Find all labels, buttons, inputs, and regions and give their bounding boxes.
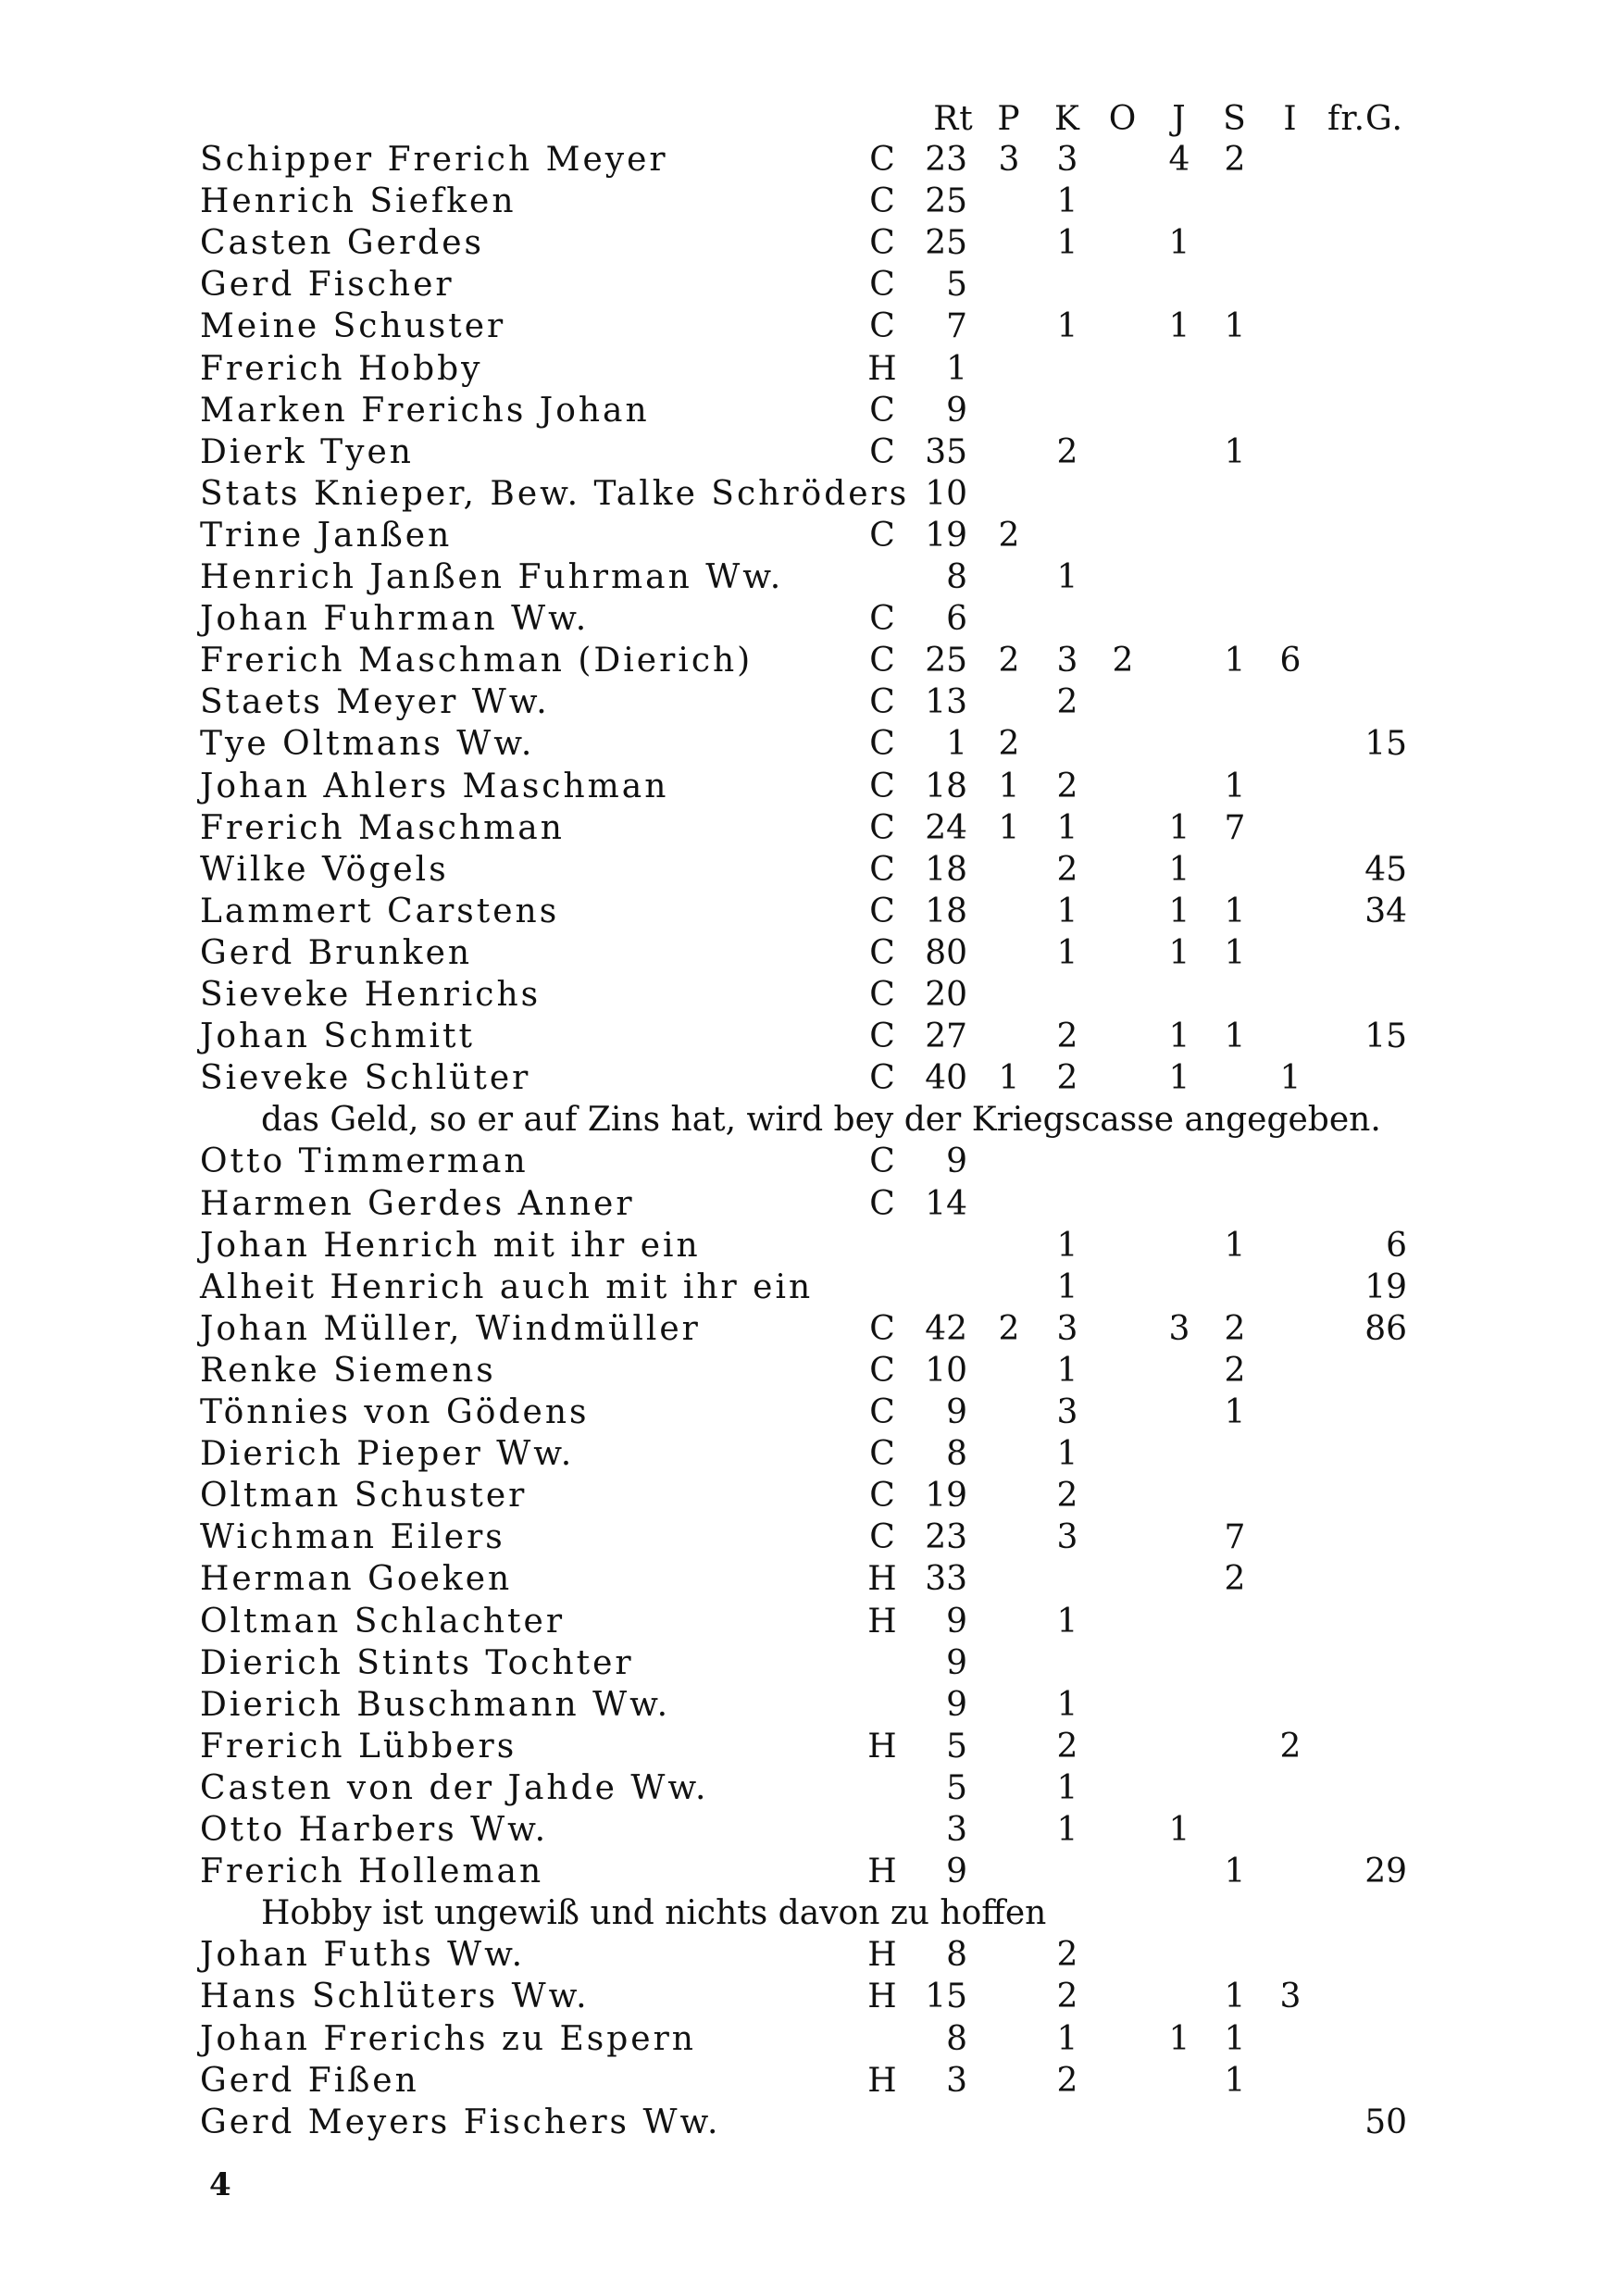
person-name: Casten von der Jahde Ww. <box>200 1769 709 1807</box>
person-name: Sieveke Schlüter <box>200 1059 531 1097</box>
ledger-cell: 1 <box>1056 1227 1078 1265</box>
ledger-cell: 3 <box>1168 1310 1190 1348</box>
person-name: Stats Knieper, Bew. Talke Schröders <box>200 475 910 513</box>
person-name: Johan Fuhrman Ww. <box>200 600 590 638</box>
ledger-cell: 1 <box>1056 809 1078 847</box>
ledger-cell: 45 <box>1364 851 1407 889</box>
ledger-cell: 1 <box>1224 1017 1246 1055</box>
ledger-cell: 10 <box>925 475 967 513</box>
person-name: Dierich Buschmann Ww. <box>200 1686 671 1724</box>
ledger-row <box>0 1267 1607 1308</box>
ledger-cell: 1 <box>1224 433 1246 471</box>
ledger-row <box>0 2102 1607 2143</box>
ledger-cell: 1 <box>1224 1978 1246 2015</box>
ledger-cell: 25 <box>925 642 967 680</box>
category-mark: C <box>869 1310 895 1348</box>
ledger-row <box>0 974 1607 1016</box>
ledger-cell: 1 <box>1168 809 1190 847</box>
ledger-cell: 2 <box>1056 2062 1078 2100</box>
ledger-row <box>0 1558 1607 1600</box>
ledger-cell: 1 <box>1168 2020 1190 2058</box>
ledger-cell: 19 <box>925 517 967 555</box>
ledger-cell: 1 <box>1224 2062 1246 2100</box>
ledger-cell: 7 <box>946 307 967 345</box>
ledger-cell: 14 <box>925 1185 967 1223</box>
person-name: Alheit Henrich auch mit ihr ein <box>200 1268 814 1306</box>
ledger-cell: 3 <box>1056 642 1078 680</box>
ledger-cell: 1 <box>1056 1686 1078 1724</box>
ledger-cell: 1 <box>1056 1435 1078 1473</box>
ledger-cell: 80 <box>925 934 967 972</box>
ledger-cell: 9 <box>946 1853 967 1890</box>
ledger-cell: 2 <box>1056 767 1078 805</box>
ledger-row <box>0 181 1607 222</box>
ledger-row <box>0 1726 1607 1767</box>
ledger-cell: 3 <box>1056 1518 1078 1556</box>
category-mark: C <box>869 224 895 262</box>
person-name: Herman Goeken <box>200 1560 513 1598</box>
ledger-cell: 2 <box>1056 1936 1078 1974</box>
category-mark: C <box>869 433 895 471</box>
ledger-row <box>0 1976 1607 2017</box>
ledger-cell: 2 <box>998 725 1020 763</box>
category-mark: C <box>869 1185 895 1223</box>
ledger-cell: 1 <box>1056 1352 1078 1390</box>
ledger-cell: 8 <box>946 2020 967 2058</box>
ledger-cell: 9 <box>946 392 967 430</box>
person-name: Meine Schuster <box>200 307 506 345</box>
ledger-row <box>0 807 1607 849</box>
person-name: Gerd Fißen <box>200 2062 419 2100</box>
category-mark: C <box>869 1518 895 1556</box>
ledger-cell: 2 <box>1056 1978 1078 2015</box>
person-name: Frerich Maschman <box>200 809 565 847</box>
ledger-cell: 1 <box>1056 558 1078 596</box>
ledger-cell: 7 <box>1224 809 1246 847</box>
ledger-cell: 2 <box>1056 683 1078 721</box>
person-name: Sieveke Henrichs <box>200 976 542 1014</box>
person-name: Gerd Fischer <box>200 266 455 304</box>
ledger-row <box>0 222 1607 264</box>
ledger-note: das Geld, so er auf Zins hat, wird bey der Kriegscasse angegeben. <box>261 1101 1381 1139</box>
ledger-row <box>0 1141 1607 1182</box>
person-name: Hans Schlüters Ww. <box>200 1978 590 2015</box>
person-name: Johan Schmitt <box>200 1017 475 1055</box>
person-name: Frerich Holleman <box>200 1853 544 1890</box>
ledger-cell: 1 <box>946 350 967 388</box>
ledger-cell: 6 <box>946 600 967 638</box>
column-header: S <box>1223 100 1247 138</box>
category-mark: C <box>869 182 895 220</box>
ledger-cell: 2 <box>1056 1728 1078 1766</box>
ledger-cell: 1 <box>1224 767 1246 805</box>
column-header: O <box>1108 100 1138 138</box>
category-mark: C <box>869 1017 895 1055</box>
ledger-cell: 3 <box>1056 141 1078 179</box>
ledger-cell: 9 <box>946 1393 967 1431</box>
ledger-cell: 2 <box>1224 1310 1246 1348</box>
person-name: Dierich Pieper Ww. <box>200 1435 575 1473</box>
category-mark: C <box>869 392 895 430</box>
ledger-cell: 34 <box>1364 892 1407 930</box>
person-name: Staets Meyer Ww. <box>200 683 550 721</box>
person-name: Gerd Brunken <box>200 934 473 972</box>
page-number: 4 <box>209 2166 231 2203</box>
ledger-cell: 35 <box>925 433 967 471</box>
ledger-row <box>0 1308 1607 1350</box>
ledger-cell: 25 <box>925 182 967 220</box>
ledger-cell: 9 <box>946 1686 967 1724</box>
ledger-cell: 1 <box>1056 1268 1078 1306</box>
ledger-row <box>0 1350 1607 1391</box>
ledger-cell: 1 <box>1224 1227 1246 1265</box>
ledger-cell: 5 <box>946 1728 967 1766</box>
ledger-cell: 5 <box>946 1769 967 1807</box>
category-mark: C <box>869 1059 895 1097</box>
ledger-row <box>0 640 1607 681</box>
ledger-cell: 18 <box>925 767 967 805</box>
ledger-row <box>0 1601 1607 1642</box>
ledger-row <box>0 598 1607 640</box>
person-name: Otto Timmerman <box>200 1142 529 1180</box>
ledger-cell: 2 <box>998 642 1020 680</box>
ledger-row <box>0 849 1607 891</box>
ledger-row <box>0 723 1607 765</box>
category-mark: H <box>867 1853 897 1890</box>
ledger-row <box>0 1433 1607 1475</box>
ledger-row <box>0 1642 1607 1684</box>
ledger-cell: 23 <box>925 141 967 179</box>
category-mark: H <box>867 350 897 388</box>
ledger-row <box>0 139 1607 181</box>
ledger-cell: 1 <box>1168 934 1190 972</box>
category-mark: C <box>869 266 895 304</box>
ledger-row <box>0 1809 1607 1851</box>
ledger-row <box>0 1934 1607 1976</box>
person-name: Frerich Maschman (Dierich) <box>200 642 754 680</box>
person-name: Johan Müller, Windmüller <box>200 1310 701 1348</box>
ledger-cell: 15 <box>1364 725 1407 763</box>
ledger-row <box>0 1767 1607 1809</box>
category-mark: C <box>869 683 895 721</box>
person-name: Harmen Gerdes Anner <box>200 1185 635 1223</box>
person-name: Frerich Hobby <box>200 350 483 388</box>
category-mark: H <box>867 1978 897 2015</box>
ledger-cell: 18 <box>925 892 967 930</box>
ledger-cell: 24 <box>925 809 967 847</box>
person-name: Gerd Meyers Fischers Ww. <box>200 2103 721 2141</box>
ledger-cell: 9 <box>946 1603 967 1641</box>
category-mark: C <box>869 1435 895 1473</box>
person-name: Renke Siemens <box>200 1352 496 1390</box>
ledger-cell: 1 <box>946 725 967 763</box>
ledger-cell: 1 <box>1224 2020 1246 2058</box>
ledger-cell: 8 <box>946 558 967 596</box>
ledger-cell: 18 <box>925 851 967 889</box>
ledger-cell: 2 <box>1056 851 1078 889</box>
ledger-cell: 6 <box>1279 642 1302 680</box>
person-name: Johan Frerichs zu Espern <box>200 2020 696 2058</box>
column-header: Rt <box>933 100 974 138</box>
category-mark: C <box>869 809 895 847</box>
ledger-cell: 1 <box>1056 1769 1078 1807</box>
category-mark: H <box>867 1936 897 1974</box>
ledger-cell: 2 <box>1056 1059 1078 1097</box>
person-name: Johan Fuths Ww. <box>200 1936 526 1974</box>
ledger-cell: 1 <box>1056 182 1078 220</box>
category-mark: C <box>869 892 895 930</box>
ledger-cell: 2 <box>1224 1560 1246 1598</box>
ledger-cell: 1 <box>1056 2020 1078 2058</box>
person-name: Henrich Siefken <box>200 182 517 220</box>
ledger-row <box>0 1851 1607 1892</box>
ledger-row <box>0 348 1607 390</box>
ledger-cell: 29 <box>1364 1853 1407 1890</box>
ledger-cell: 1 <box>998 767 1020 805</box>
ledger-cell: 1 <box>1224 1393 1246 1431</box>
column-header: J <box>1172 100 1187 138</box>
ledger-cell: 6 <box>1386 1227 1407 1265</box>
ledger-cell: 1 <box>1224 1853 1246 1890</box>
ledger-cell: 1 <box>1168 892 1190 930</box>
category-mark: C <box>869 1477 895 1515</box>
category-mark: C <box>869 1393 895 1431</box>
ledger-cell: 7 <box>1224 1518 1246 1556</box>
ledger-row <box>0 1016 1607 1057</box>
ledger-row <box>0 1225 1607 1267</box>
ledger-cell: 1 <box>1056 934 1078 972</box>
ledger-cell: 40 <box>925 1059 967 1097</box>
person-name: Dierich Stints Tochter <box>200 1644 634 1682</box>
ledger-cell: 3 <box>946 1811 967 1849</box>
ledger-cell: 1 <box>998 809 1020 847</box>
ledger-cell: 2 <box>1112 642 1134 680</box>
category-mark: C <box>869 976 895 1014</box>
ledger-row <box>0 1057 1607 1099</box>
category-mark: C <box>869 600 895 638</box>
ledger-row <box>0 390 1607 431</box>
ledger-cell: 2 <box>1056 1477 1078 1515</box>
ledger-cell: 1 <box>1056 1603 1078 1641</box>
person-name: Frerich Lübbers <box>200 1728 517 1766</box>
ledger-note: Hobby ist ungewiß und nichts davon zu hoffen <box>261 1894 1047 1932</box>
column-header: I <box>1283 100 1298 138</box>
ledger-row <box>0 1183 1607 1225</box>
person-name: Wichman Eilers <box>200 1518 505 1556</box>
ledger-row <box>0 515 1607 556</box>
ledger-cell: 4 <box>1168 141 1190 179</box>
ledger-cell: 1 <box>1168 307 1190 345</box>
ledger-cell: 1 <box>1168 1811 1190 1849</box>
ledger-cell: 2 <box>1056 1017 1078 1055</box>
ledger-cell: 1 <box>1056 1811 1078 1849</box>
ledger-cell: 1 <box>1224 642 1246 680</box>
category-mark: C <box>869 517 895 555</box>
ledger-cell: 1 <box>1224 934 1246 972</box>
category-mark: C <box>869 141 895 179</box>
column-header: fr.G. <box>1327 100 1403 138</box>
category-mark: C <box>869 642 895 680</box>
ledger-cell: 15 <box>925 1978 967 2015</box>
ledger-cell: 25 <box>925 224 967 262</box>
ledger-cell: 15 <box>1364 1017 1407 1055</box>
ledger-cell: 3 <box>1056 1310 1078 1348</box>
ledger-row <box>0 473 1607 515</box>
person-name: Marken Frerichs Johan <box>200 392 650 430</box>
ledger-cell: 50 <box>1364 2103 1407 2141</box>
column-header: P <box>997 100 1021 138</box>
ledger-cell: 1 <box>1168 1059 1190 1097</box>
ledger-cell: 10 <box>925 1352 967 1390</box>
ledger-cell: 1 <box>1056 224 1078 262</box>
person-name: Casten Gerdes <box>200 224 484 262</box>
person-name: Oltman Schuster <box>200 1477 528 1515</box>
ledger-row <box>0 306 1607 347</box>
person-name: Schipper Frerich Meyer <box>200 141 668 179</box>
ledger-cell: 1 <box>1168 1017 1190 1055</box>
ledger-cell: 27 <box>925 1017 967 1055</box>
ledger-cell: 1 <box>998 1059 1020 1097</box>
ledger-row <box>0 556 1607 598</box>
category-mark: H <box>867 1603 897 1641</box>
category-mark: C <box>869 934 895 972</box>
category-mark: C <box>869 307 895 345</box>
person-name: Lammert Carstens <box>200 892 560 930</box>
ledger-row <box>0 2060 1607 2102</box>
person-name: Johan Ahlers Maschman <box>200 767 669 805</box>
ledger-cell: 3 <box>1279 1978 1302 2015</box>
ledger-cell: 86 <box>1364 1310 1407 1348</box>
category-mark: H <box>867 1728 897 1766</box>
category-mark: C <box>869 725 895 763</box>
category-mark: C <box>869 767 895 805</box>
ledger-cell: 1 <box>1168 224 1190 262</box>
category-mark: C <box>869 1142 895 1180</box>
category-mark: C <box>869 1352 895 1390</box>
ledger-cell: 20 <box>925 976 967 1014</box>
person-name: Tye Oltmans Ww. <box>200 725 535 763</box>
ledger-cell: 2 <box>1056 433 1078 471</box>
person-name: Tönnies von Gödens <box>200 1393 590 1431</box>
ledger-cell: 9 <box>946 1142 967 1180</box>
ledger-row <box>0 1516 1607 1558</box>
ledger-row <box>0 2018 1607 2060</box>
ledger-cell: 1 <box>1056 892 1078 930</box>
ledger-cell: 42 <box>925 1310 967 1348</box>
ledger-cell: 3 <box>998 141 1020 179</box>
category-mark: H <box>867 2062 897 2100</box>
ledger-row <box>0 1684 1607 1726</box>
ledger-cell: 3 <box>946 2062 967 2100</box>
ledger-row <box>0 1475 1607 1516</box>
ledger-cell: 1 <box>1279 1059 1302 1097</box>
person-name: Dierk Tyen <box>200 433 414 471</box>
ledger-row <box>0 891 1607 932</box>
person-name: Trine Janßen <box>200 517 453 555</box>
person-name: Wilke Vögels <box>200 851 449 889</box>
ledger-row <box>0 1391 1607 1433</box>
ledger-cell: 23 <box>925 1518 967 1556</box>
person-name: Otto Harbers Ww. <box>200 1811 549 1849</box>
ledger-cell: 1 <box>1224 892 1246 930</box>
ledger-cell: 2 <box>1279 1728 1302 1766</box>
ledger-cell: 2 <box>1224 141 1246 179</box>
ledger-row <box>0 681 1607 723</box>
ledger-cell: 33 <box>925 1560 967 1598</box>
ledger-cell: 2 <box>998 517 1020 555</box>
column-header: K <box>1054 100 1080 138</box>
ledger-cell: 19 <box>1364 1268 1407 1306</box>
ledger-cell: 8 <box>946 1936 967 1974</box>
ledger-cell: 19 <box>925 1477 967 1515</box>
ledger-cell: 8 <box>946 1435 967 1473</box>
ledger-cell: 2 <box>1224 1352 1246 1390</box>
ledger-cell: 9 <box>946 1644 967 1682</box>
ledger-row <box>0 932 1607 974</box>
ledger-cell: 1 <box>1224 307 1246 345</box>
ledger-cell: 13 <box>925 683 967 721</box>
category-mark: H <box>867 1560 897 1598</box>
ledger-cell: 1 <box>1168 851 1190 889</box>
ledger-row <box>0 264 1607 306</box>
person-name: Henrich Janßen Fuhrman Ww. <box>200 558 784 596</box>
ledger-cell: 1 <box>1056 307 1078 345</box>
ledger-cell: 2 <box>998 1310 1020 1348</box>
category-mark: C <box>869 851 895 889</box>
ledger-cell: 3 <box>1056 1393 1078 1431</box>
ledger-cell: 5 <box>946 266 967 304</box>
ledger-row <box>0 766 1607 807</box>
ledger-row <box>0 431 1607 473</box>
person-name: Johan Henrich mit ihr ein <box>200 1227 701 1265</box>
person-name: Oltman Schlachter <box>200 1603 566 1641</box>
